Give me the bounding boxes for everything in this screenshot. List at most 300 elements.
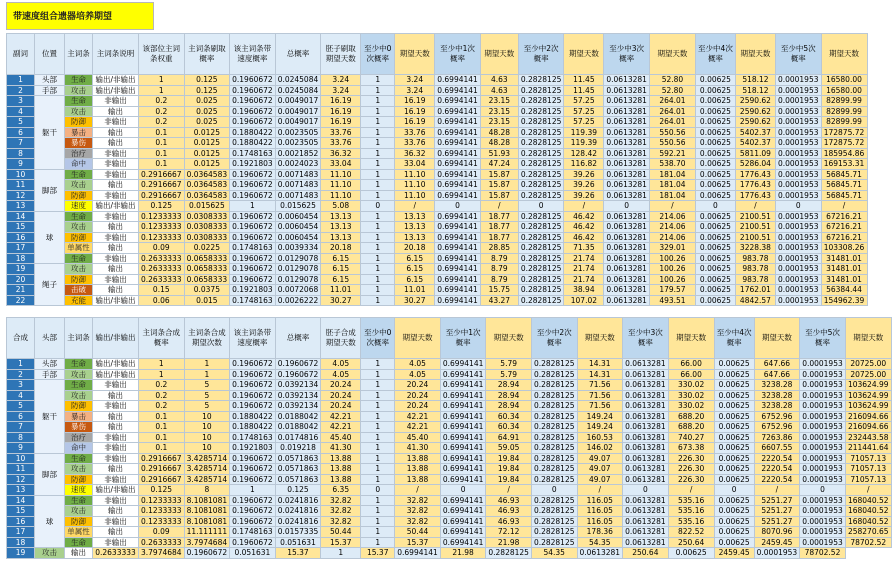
- value-cell: 0.0001953: [800, 432, 846, 443]
- value-cell: 0.00625: [695, 274, 735, 285]
- value-cell: 330.02: [668, 390, 714, 401]
- value-cell: 0.09: [139, 527, 185, 538]
- main-stat: 防御: [65, 117, 93, 128]
- value-cell: 0.2828125: [531, 359, 577, 370]
- value-cell: 71057.13: [845, 453, 891, 464]
- column-header: 期望天数: [395, 34, 435, 75]
- value-cell: 1: [139, 85, 185, 96]
- value-cell: 3238.28: [754, 380, 800, 391]
- value-cell: 1: [361, 253, 395, 264]
- column-header: 主词条合成概率: [139, 318, 185, 359]
- stat-note: 输出: [65, 548, 93, 559]
- value-cell: 146.02: [577, 443, 623, 454]
- table-row: [7, 190, 868, 201]
- value-cell: 21.98: [440, 548, 486, 559]
- value-cell: 0.0613281: [623, 537, 669, 548]
- value-cell: 4.63: [480, 75, 518, 86]
- main-stat: 攻击: [65, 390, 93, 401]
- row-index: 9: [7, 159, 35, 170]
- value-cell: 0.0001953: [775, 190, 821, 201]
- value-cell: 0.2828125: [518, 211, 564, 222]
- value-cell: 39.26: [564, 190, 604, 201]
- value-cell: 0: [695, 201, 735, 212]
- value-cell: 6752.96: [754, 422, 800, 433]
- value-cell: 740.27: [668, 432, 714, 443]
- value-cell: 0.00625: [714, 516, 754, 527]
- value-cell: 0.0571863: [275, 453, 321, 464]
- header-row: [7, 34, 868, 75]
- value-cell: 0.06: [139, 295, 185, 306]
- value-cell: 8: [184, 485, 230, 496]
- value-cell: 0.6994141: [435, 180, 481, 191]
- value-cell: 20.24: [321, 401, 361, 412]
- row-index: 7: [7, 138, 35, 149]
- value-cell: 107.02: [564, 295, 604, 306]
- value-cell: 0.6994141: [440, 516, 486, 527]
- value-cell: 0.1960672: [230, 401, 276, 412]
- value-cell: 0.0071483: [275, 169, 321, 180]
- value-cell: 13.13: [395, 232, 435, 243]
- value-cell: 0.0613281: [604, 148, 650, 159]
- value-cell: 0.1960672: [230, 75, 276, 86]
- row-index: 4: [7, 390, 35, 401]
- value-cell: 0.6994141: [395, 548, 441, 559]
- value-cell: 0.2: [139, 106, 185, 117]
- value-cell: 1: [361, 243, 395, 254]
- value-cell: 42.21: [395, 422, 441, 433]
- table-row: [7, 516, 892, 527]
- value-cell: 214.06: [649, 232, 695, 243]
- value-cell: 15.75: [480, 285, 518, 296]
- value-cell: 250.64: [668, 537, 714, 548]
- value-cell: 45.40: [321, 432, 361, 443]
- value-cell: 0.0308333: [184, 222, 230, 233]
- stat-note: 非输出: [93, 159, 139, 170]
- value-cell: 20.24: [395, 390, 441, 401]
- main-stat: 单属性: [65, 243, 93, 254]
- value-cell: 0.0571863: [275, 464, 321, 475]
- column-header: 至少中1次概率: [440, 318, 486, 359]
- value-cell: 0.6994141: [435, 264, 481, 275]
- value-cell: 0.0613281: [604, 138, 650, 149]
- value-cell: 0.0613281: [604, 169, 650, 180]
- value-cell: 0.2828125: [531, 369, 577, 380]
- value-cell: 31481.01: [821, 264, 867, 275]
- value-cell: 258270.65: [845, 527, 891, 538]
- main-stat: 生命: [65, 253, 93, 264]
- stat-note: 非输出: [93, 516, 139, 527]
- value-cell: 49.07: [577, 453, 623, 464]
- value-cell: 0.2828125: [531, 411, 577, 422]
- column-header: 至少中5次概率: [800, 318, 846, 359]
- value-cell: 0.0364583: [184, 180, 230, 191]
- row-index: 17: [7, 243, 35, 254]
- value-cell: 1: [361, 169, 395, 180]
- value-cell: 0.2633333: [139, 537, 185, 548]
- value-cell: 1776.43: [735, 169, 775, 180]
- value-cell: 21.74: [564, 274, 604, 285]
- value-cell: 688.20: [668, 422, 714, 433]
- stat-note: 输出: [93, 285, 139, 296]
- value-cell: 0.00625: [695, 169, 735, 180]
- value-cell: 0.6994141: [440, 422, 486, 433]
- value-cell: 0.00625: [714, 422, 754, 433]
- value-cell: 0.00625: [695, 106, 735, 117]
- value-cell: 8.1081081: [184, 516, 230, 527]
- value-cell: 0: [440, 485, 486, 496]
- value-cell: 0.0001953: [775, 75, 821, 86]
- value-cell: 0.0001953: [775, 85, 821, 96]
- row-index: 11: [7, 464, 35, 475]
- value-cell: 3.4285714: [184, 474, 230, 485]
- value-cell: 0.1880422: [230, 127, 276, 138]
- value-cell: 0.6994141: [440, 537, 486, 548]
- value-cell: 154962.39: [821, 295, 867, 306]
- value-cell: 181.04: [649, 180, 695, 191]
- value-cell: 264.01: [649, 106, 695, 117]
- value-cell: 15.37: [395, 537, 441, 548]
- value-cell: 0.2828125: [531, 495, 577, 506]
- value-cell: 0.0001953: [800, 411, 846, 422]
- value-cell: 0.025: [184, 106, 230, 117]
- value-cell: 0.6994141: [435, 253, 481, 264]
- value-cell: 0.0658333: [184, 264, 230, 275]
- value-cell: 0.0613281: [604, 190, 650, 201]
- value-cell: 518.12: [735, 75, 775, 86]
- value-cell: 1: [361, 474, 395, 485]
- table-row: [7, 274, 868, 285]
- value-cell: 0.0001953: [775, 285, 821, 296]
- main-stat: 生命: [65, 75, 93, 86]
- value-cell: 32.82: [395, 506, 441, 517]
- value-cell: 64.91: [486, 432, 532, 443]
- value-cell: 0.0613281: [623, 359, 669, 370]
- value-cell: 0.0613281: [623, 380, 669, 391]
- row-index: 20: [7, 274, 35, 285]
- value-cell: 0.6994141: [435, 127, 481, 138]
- value-cell: 0.6994141: [440, 411, 486, 422]
- stat-note: 非输出: [93, 190, 139, 201]
- value-cell: 13.13: [395, 211, 435, 222]
- value-cell: 592.21: [649, 148, 695, 159]
- value-cell: 0.2828125: [518, 274, 564, 285]
- value-cell: 3238.28: [754, 401, 800, 412]
- value-cell: 0.019218: [275, 443, 321, 454]
- value-cell: 0.2828125: [518, 117, 564, 128]
- value-cell: 0.00625: [714, 411, 754, 422]
- value-cell: 0.1960672: [230, 117, 276, 128]
- table-row: [7, 537, 892, 548]
- value-cell: 50.44: [321, 527, 361, 538]
- row-index: 6: [7, 411, 35, 422]
- value-cell: 0.00625: [714, 464, 754, 475]
- stat-note: 非输出: [93, 432, 139, 443]
- stat-note: 输出/非输出: [93, 369, 139, 380]
- value-cell: 52.80: [649, 75, 695, 86]
- value-cell: 0.00625: [714, 359, 754, 370]
- main-stat: 防御: [65, 274, 93, 285]
- value-cell: 78702.52: [800, 548, 846, 559]
- value-cell: 0.2828125: [518, 148, 564, 159]
- value-cell: 0.00625: [695, 180, 735, 191]
- value-cell: 1776.43: [735, 190, 775, 201]
- value-cell: 13.88: [395, 464, 441, 475]
- value-cell: 0.2828125: [518, 169, 564, 180]
- value-cell: 33.04: [395, 159, 435, 170]
- value-cell: 1: [361, 495, 395, 506]
- value-cell: 0.1960672: [230, 96, 276, 107]
- value-cell: 0.0001953: [800, 506, 846, 517]
- value-cell: 0.0188042: [275, 411, 321, 422]
- value-cell: 0.2916667: [139, 453, 185, 464]
- position-label: 球: [35, 211, 65, 264]
- value-cell: 0.0392134: [275, 380, 321, 391]
- row-index: 21: [7, 285, 35, 296]
- value-cell: 0.00625: [695, 211, 735, 222]
- value-cell: 179.57: [649, 285, 695, 296]
- value-cell: 0.00625: [714, 443, 754, 454]
- value-cell: 983.78: [735, 274, 775, 285]
- table-row: [7, 159, 868, 170]
- value-cell: 0.0049017: [275, 96, 321, 107]
- stat-note: 输出: [93, 106, 139, 117]
- table-row: [7, 127, 868, 138]
- table-row: [7, 401, 892, 412]
- value-cell: 0.6994141: [435, 159, 481, 170]
- value-cell: 0.2828125: [518, 96, 564, 107]
- value-cell: 178.36: [577, 527, 623, 538]
- value-cell: 0.1960672: [230, 369, 276, 380]
- value-cell: 5.79: [486, 369, 532, 380]
- column-header: 该主词条带速度概率: [230, 318, 276, 359]
- value-cell: 100.26: [649, 274, 695, 285]
- value-cell: 5: [184, 390, 230, 401]
- row-index: 12: [7, 190, 35, 201]
- main-stat: 充能: [65, 295, 93, 306]
- value-cell: 11.10: [395, 180, 435, 191]
- value-cell: 1: [361, 411, 395, 422]
- main-stat: 防御: [65, 516, 93, 527]
- value-cell: 32.82: [321, 506, 361, 517]
- value-cell: 0.2916667: [139, 180, 185, 191]
- value-cell: 0.0613281: [577, 548, 623, 559]
- value-cell: 2590.62: [735, 106, 775, 117]
- value-cell: 0.0060454: [275, 222, 321, 233]
- value-cell: 4.05: [321, 359, 361, 370]
- value-cell: 330.02: [668, 401, 714, 412]
- value-cell: 0.0613281: [623, 495, 669, 506]
- position-label: 球: [35, 495, 65, 548]
- value-cell: 11.45: [564, 85, 604, 96]
- column-header: 期望天数: [668, 318, 714, 359]
- value-cell: 71057.13: [845, 464, 891, 475]
- value-cell: 232443.58: [845, 432, 891, 443]
- value-cell: 1: [361, 432, 395, 443]
- main-stat: 攻击: [65, 369, 93, 380]
- table-row: [7, 211, 868, 222]
- value-cell: 16580.00: [821, 85, 867, 96]
- row-index: 5: [7, 117, 35, 128]
- value-cell: 0.6994141: [440, 464, 486, 475]
- value-cell: 46.93: [486, 506, 532, 517]
- value-cell: 1: [361, 222, 395, 233]
- value-cell: 10: [184, 422, 230, 433]
- value-cell: 0.2828125: [531, 464, 577, 475]
- value-cell: 13.88: [321, 474, 361, 485]
- value-cell: 41.30: [395, 443, 441, 454]
- value-cell: 39.26: [564, 180, 604, 191]
- value-cell: 0.0613281: [604, 285, 650, 296]
- main-stat: 防御: [65, 401, 93, 412]
- value-cell: 1: [361, 138, 395, 149]
- value-cell: 0.6994141: [435, 222, 481, 233]
- value-cell: 16580.00: [821, 75, 867, 86]
- table-row: [7, 506, 892, 517]
- value-cell: 149.24: [577, 422, 623, 433]
- value-cell: 1: [361, 96, 395, 107]
- main-stat: 单属性: [65, 527, 93, 538]
- value-cell: 20.24: [321, 390, 361, 401]
- value-cell: 0.1: [139, 422, 185, 433]
- value-cell: 100.26: [649, 264, 695, 275]
- row-index: 16: [7, 232, 35, 243]
- stat-note: 输出: [93, 127, 139, 138]
- table-row: [7, 527, 892, 538]
- value-cell: 0.0613281: [604, 243, 650, 254]
- value-cell: 0.1921803: [230, 285, 276, 296]
- value-cell: 0.2828125: [518, 85, 564, 96]
- value-cell: 19.84: [486, 474, 532, 485]
- value-cell: 0.1: [139, 127, 185, 138]
- value-cell: 0.1960672: [230, 453, 276, 464]
- value-cell: 31481.01: [821, 274, 867, 285]
- value-cell: 0.0071483: [275, 190, 321, 201]
- value-cell: 0.2: [139, 380, 185, 391]
- value-cell: 119.39: [564, 127, 604, 138]
- main-stat: 暴伤: [65, 422, 93, 433]
- value-cell: 0.6994141: [440, 390, 486, 401]
- value-cell: 330.02: [668, 380, 714, 391]
- value-cell: 0.0613281: [623, 422, 669, 433]
- value-cell: 0.2828125: [518, 285, 564, 296]
- value-cell: 3238.28: [754, 390, 800, 401]
- value-cell: 0.09: [139, 243, 185, 254]
- value-cell: 5.08: [321, 201, 361, 212]
- stat-note: 非输出: [93, 495, 139, 506]
- value-cell: 5286.04: [735, 159, 775, 170]
- value-cell: 214.06: [649, 211, 695, 222]
- value-cell: 82899.99: [821, 117, 867, 128]
- value-cell: 0.0001953: [800, 474, 846, 485]
- value-cell: 1776.43: [735, 180, 775, 191]
- value-cell: 6.15: [321, 274, 361, 285]
- value-cell: 3.4285714: [184, 464, 230, 475]
- stat-note: 非输出: [93, 96, 139, 107]
- value-cell: 43.27: [480, 295, 518, 306]
- value-cell: 0.0001953: [754, 548, 800, 559]
- value-cell: 0.0072068: [275, 285, 321, 296]
- value-cell: 0.00625: [695, 127, 735, 138]
- value-cell: 18.77: [480, 232, 518, 243]
- value-cell: 10: [184, 432, 230, 443]
- value-cell: 0.2828125: [531, 516, 577, 527]
- value-cell: 0.0613281: [623, 369, 669, 380]
- column-header: 至少中0次概率: [361, 318, 395, 359]
- value-cell: 5402.37: [735, 138, 775, 149]
- value-cell: 0.2: [139, 96, 185, 107]
- value-cell: 0.2828125: [518, 127, 564, 138]
- value-cell: 1: [361, 274, 395, 285]
- main-stat: 防御: [65, 190, 93, 201]
- main-stat: 攻击: [65, 85, 93, 96]
- value-cell: 0.0026222: [275, 295, 321, 306]
- row-index: 7: [7, 422, 35, 433]
- value-cell: 0.00625: [668, 548, 714, 559]
- value-cell: 8.79: [480, 274, 518, 285]
- value-cell: 0.0024023: [275, 159, 321, 170]
- value-cell: 3.24: [395, 85, 435, 96]
- value-cell: 3.24: [321, 75, 361, 86]
- row-index: 1: [7, 359, 35, 370]
- stat-note: 非输出: [93, 401, 139, 412]
- value-cell: 20.24: [395, 401, 441, 412]
- value-cell: 0.6994141: [435, 232, 481, 243]
- value-cell: 0.2828125: [531, 453, 577, 464]
- value-cell: 0.0001953: [800, 453, 846, 464]
- column-header: 总概率: [275, 318, 321, 359]
- value-cell: 0.00625: [714, 401, 754, 412]
- table-row: [7, 411, 892, 422]
- row-index: 16: [7, 516, 35, 527]
- row-index: 13: [7, 201, 35, 212]
- value-cell: 0.2633333: [139, 274, 185, 285]
- value-cell: 21.74: [564, 253, 604, 264]
- value-cell: 0.0613281: [623, 527, 669, 538]
- value-cell: 172875.72: [821, 138, 867, 149]
- value-cell: 33.76: [395, 127, 435, 138]
- main-stat: 治疗: [65, 148, 93, 159]
- value-cell: 0.0613281: [604, 295, 650, 306]
- value-cell: 0.6994141: [435, 148, 481, 159]
- row-index: 9: [7, 443, 35, 454]
- value-cell: 0.0613281: [604, 253, 650, 264]
- table-row: [7, 464, 892, 475]
- table-row: [7, 453, 892, 464]
- stat-note: 非输出: [93, 211, 139, 222]
- value-cell: 0.1: [139, 443, 185, 454]
- value-cell: 46.93: [486, 516, 532, 527]
- value-cell: 46.42: [564, 222, 604, 233]
- value-cell: 66.00: [668, 359, 714, 370]
- value-cell: 0.1960672: [184, 548, 230, 559]
- value-cell: 28.85: [480, 243, 518, 254]
- value-cell: 181.04: [649, 169, 695, 180]
- main-stat: 生命: [65, 211, 93, 222]
- value-cell: 0.6994141: [435, 138, 481, 149]
- column-header: 期望天数: [735, 34, 775, 75]
- value-cell: 0.1960672: [230, 359, 276, 370]
- value-cell: 0.0613281: [604, 96, 650, 107]
- value-cell: 0.0613281: [604, 159, 650, 170]
- value-cell: 0.0001953: [800, 380, 846, 391]
- value-cell: 57.25: [564, 106, 604, 117]
- stat-note: 输出: [93, 264, 139, 275]
- value-cell: 1: [230, 485, 276, 496]
- value-cell: 0.0001953: [775, 159, 821, 170]
- value-cell: /: [735, 201, 775, 212]
- value-cell: 0.00625: [695, 96, 735, 107]
- value-cell: 2220.54: [754, 474, 800, 485]
